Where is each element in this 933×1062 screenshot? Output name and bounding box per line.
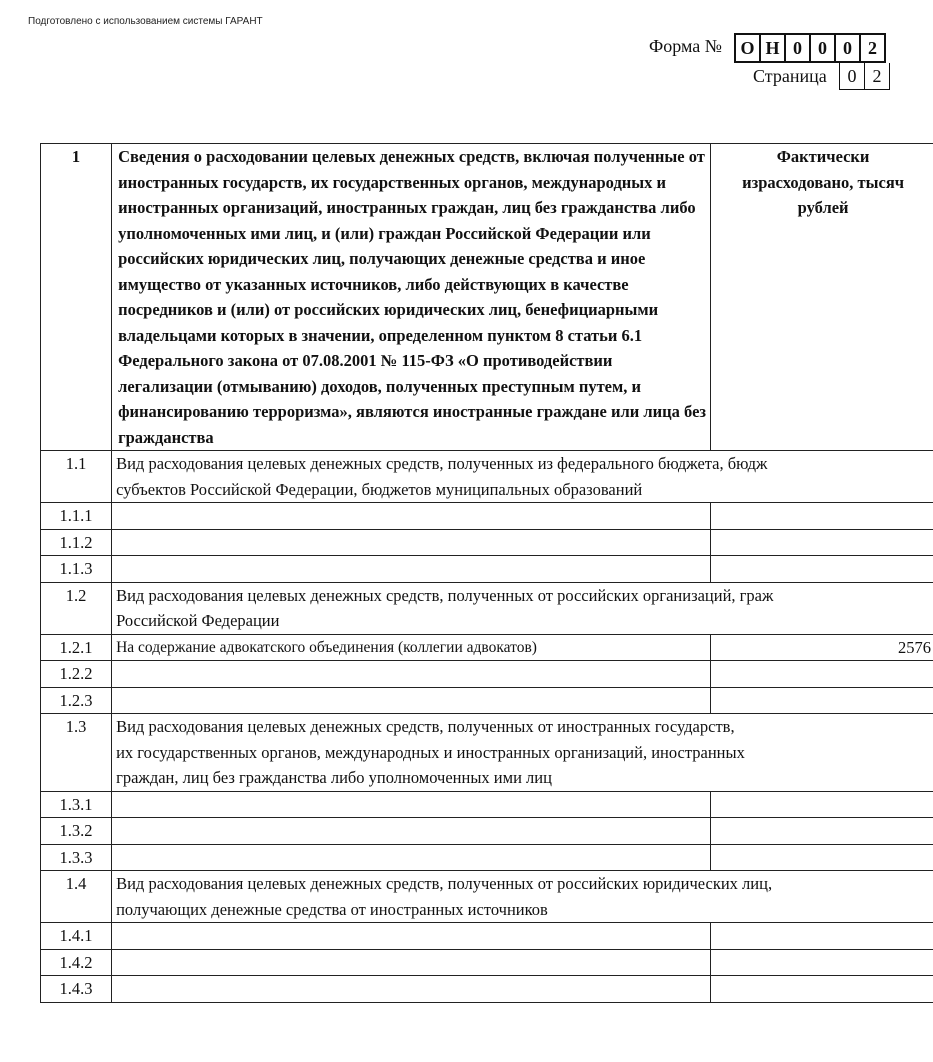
row-expense-type [112,529,711,556]
row-expense-type [112,556,711,583]
form-code-cells [734,33,886,63]
section-text-line: субъектов Российской Федерации, бюджетов муниципальных образований [116,479,643,499]
section-text-line: Российской Федерации [116,611,280,630]
form-code-cell: 0 [811,33,836,63]
table-row [41,791,933,818]
section-text [112,582,933,634]
section-text-line: их государственных органов, международных и иностранных организаций, иностранных [116,742,745,762]
row-num: 1.2.3 [41,687,112,714]
row-amount [711,503,933,530]
row-amount [711,529,933,556]
section-text-line: Вид расходования целевых денежных средств, полученных из федерального бюджета, бюдж [116,454,768,473]
table-row [41,556,933,583]
section-row [41,714,933,792]
section-text [112,714,933,792]
row-expense-type [112,818,711,845]
section-num: 1.3 [41,714,112,792]
header-text: Сведения о расходовании целевых денежных средств, включая полученные от иностранных государств, их государственных органов, международных и иностранных организаций, иностранных граждан, лиц без гражданства либо уполномоченных ими лиц, и (или) граждан Российской Федерации или российских юридических лиц, получающих денежные средства и иное имущество от указанных источников, либо действующих в качестве посредников и (или) от российских юридических лиц, бенефициарными владельцами которых в значении, определенном пунктом 8 статьи 6.1 Федерального закона от 07.08.2001 № 115-ФЗ «О противодействии легализации (отмыванию) доходов, полученных преступным путем, и финансированию терроризма», являются иностранные граждане или лица без гражданства [112,144,711,451]
table-row [41,844,933,871]
section-text-line: получающих денежные средства от иностранных источников [116,899,548,919]
section-row [41,582,933,634]
row-amount [711,923,933,950]
table-row [41,529,933,556]
table-row [41,949,933,976]
row-num: 1.3.2 [41,818,112,845]
table-row [41,661,933,688]
page-number-cells [839,63,890,90]
row-num: 1.4.3 [41,976,112,1003]
row-num: 1.4.1 [41,923,112,950]
form-label: Форма № [649,36,722,56]
header-actual-spent: Фактически израсходовано, тысяч рублей [711,144,933,451]
section-num: 1.1 [41,451,112,503]
form-code-cell: 0 [786,33,811,63]
row-num: 1.3.3 [41,844,112,871]
row-expense-type [112,503,711,530]
section-text-line: Вид расходования целевых денежных средств, полученных от российских юридических лиц, [116,874,773,893]
row-amount [711,556,933,583]
section-text [112,871,933,923]
row-num: 1.2.2 [41,661,112,688]
section-row [41,871,933,923]
row-expense-type [112,791,711,818]
section-row [41,451,933,503]
table-row [41,634,933,661]
section-text-line: Вид расходования целевых денежных средств, полученных от российских организаций, граж [116,585,774,605]
form-code-cell: 2 [861,33,886,63]
form-code-cell: 0 [836,33,861,63]
row-amount [711,976,933,1003]
row-num: 1.1.2 [41,529,112,556]
table-row [41,818,933,845]
table-header-row [41,144,933,451]
row-amount [711,818,933,845]
section-text-line: граждан, лиц без гражданства либо уполномоченных ими лиц [116,768,552,787]
row-num: 1.3.1 [41,791,112,818]
form-code-cell: Н [761,33,786,63]
row-num: 1.2.1 [41,634,112,661]
row-num: 1.1.3 [41,556,112,583]
page-number-cell: 0 [840,63,865,90]
row-amount [711,949,933,976]
row-expense-type [112,687,711,714]
row-amount [711,687,933,714]
row-amount [711,844,933,871]
garant-note: Подготовлено с использованием системы ГАРАНТ [28,16,263,27]
row-expense-type [112,844,711,871]
row-amount: 2576 [711,634,933,661]
table-row [41,503,933,530]
section-text-line: Вид расходования целевых денежных средств, полученных от иностранных государств, [116,717,735,736]
row-expense-type [112,976,711,1003]
section-num: 1.4 [41,871,112,923]
row-num: 1.4.2 [41,949,112,976]
row-expense-type [112,661,711,688]
row-expense-type [112,949,711,976]
row-expense-type [112,923,711,950]
row-amount [711,661,933,688]
table-row [41,923,933,950]
page-number-cell: 2 [865,63,890,90]
section-num: 1.2 [41,582,112,634]
page-label: Страница [753,66,827,86]
row-amount [711,791,933,818]
section-text [112,451,933,503]
header-num: 1 [41,144,112,451]
form-code-cell: О [736,33,761,63]
row-num: 1.1.1 [41,503,112,530]
row-expense-type: На содержание адвокатского объединения (коллегии адвокатов) [112,634,711,661]
table-row [41,976,933,1003]
expenditure-table [40,143,933,1003]
table-row [41,687,933,714]
